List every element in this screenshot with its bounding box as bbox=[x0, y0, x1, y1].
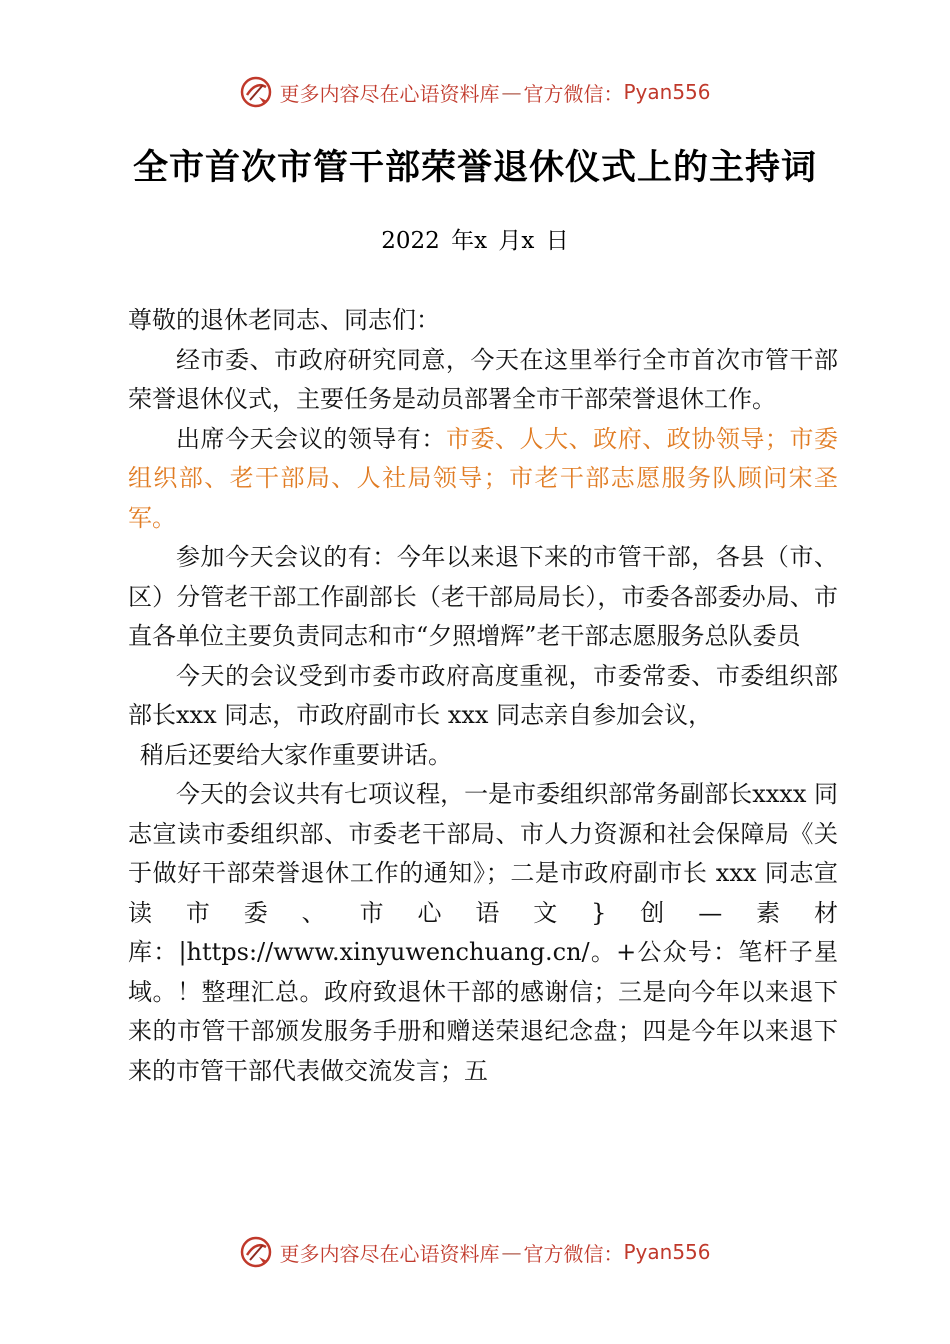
site-logo-icon bbox=[239, 75, 273, 109]
document-title: 全市首次市管干部荣誉退休仪式上的主持词 bbox=[132, 148, 817, 188]
watermark-wechat-id: Pyan556 bbox=[623, 1240, 711, 1264]
paragraph-3: 参加今天会议的有：今年以来退下来的市管干部，各县（市、区）分管老干部工作副部长（老干部局局长），市委各部委办局、市直各单位主要负责同志和市“夕照增辉”老干部志愿服务总队委员 bbox=[128, 543, 838, 650]
watermark-site-text: 更多内容尽在心语资料库 bbox=[279, 1241, 500, 1266]
paragraph-4-continued: 稍后还要给大家作重要讲话。 bbox=[140, 740, 452, 769]
watermark-wechat-label: 官方微信： bbox=[523, 1241, 624, 1266]
paragraph-2 bbox=[128, 420, 838, 539]
watermark-site-text: 更多内容尽在心语资料库 bbox=[279, 81, 500, 106]
watermark-wechat-id: Pyan556 bbox=[623, 80, 711, 104]
watermark-wechat-label: 官方微信： bbox=[523, 81, 624, 106]
paragraph-2-lead: 出席今天会议的领导有： bbox=[176, 424, 446, 453]
paragraph-2-highlight: 市委、人大、政府、政协领导；市委组织部、老干部局、人社局领导；市老干部志愿服务队顾问宋圣军。 bbox=[128, 424, 839, 532]
document-body bbox=[128, 301, 838, 1091]
salutation: 尊敬的退休老同志、同志们： bbox=[128, 306, 440, 334]
paragraph-4: 今天的会议受到市委市政府高度重视，市委常委、市委组织部部长xxx 同志，市政府副市长 xxx 同志亲自参加会议， bbox=[128, 661, 838, 729]
site-logo-icon bbox=[239, 1235, 273, 1269]
footer-watermark bbox=[0, 1232, 950, 1272]
document-date: 2022 年x 月x 日 bbox=[381, 228, 569, 254]
header-watermark bbox=[0, 72, 950, 112]
watermark-separator: — bbox=[501, 1240, 522, 1264]
paragraph-5: 今天的会议共有七项议程，一是市委组织部常务副部长xxxx 同志宣读市委组织部、市委老干部局、市人力资源和社会保障局《关于做好干部荣誉退休工作的通知》；二是市政府副市长 xxx 同志宣读市委、市心语文}创—素材库：|https://www.xinyuwenchuang.cn/。+公众号：笔杆子星域。！整理汇总。政府致退休干部的感谢信；三是向今年以来退下来的市管干部颁发服务手册和赠送荣退纪念盘；四是今年以来退下来的市管干部代表做交流发言；五 bbox=[128, 780, 838, 1085]
paragraph-1: 经市委、市政府研究同意，今天在这里举行全市首次市管干部荣誉退休仪式，主要任务是动员部署全市干部荣誉退休工作。 bbox=[128, 345, 838, 413]
watermark-separator: — bbox=[501, 80, 522, 104]
